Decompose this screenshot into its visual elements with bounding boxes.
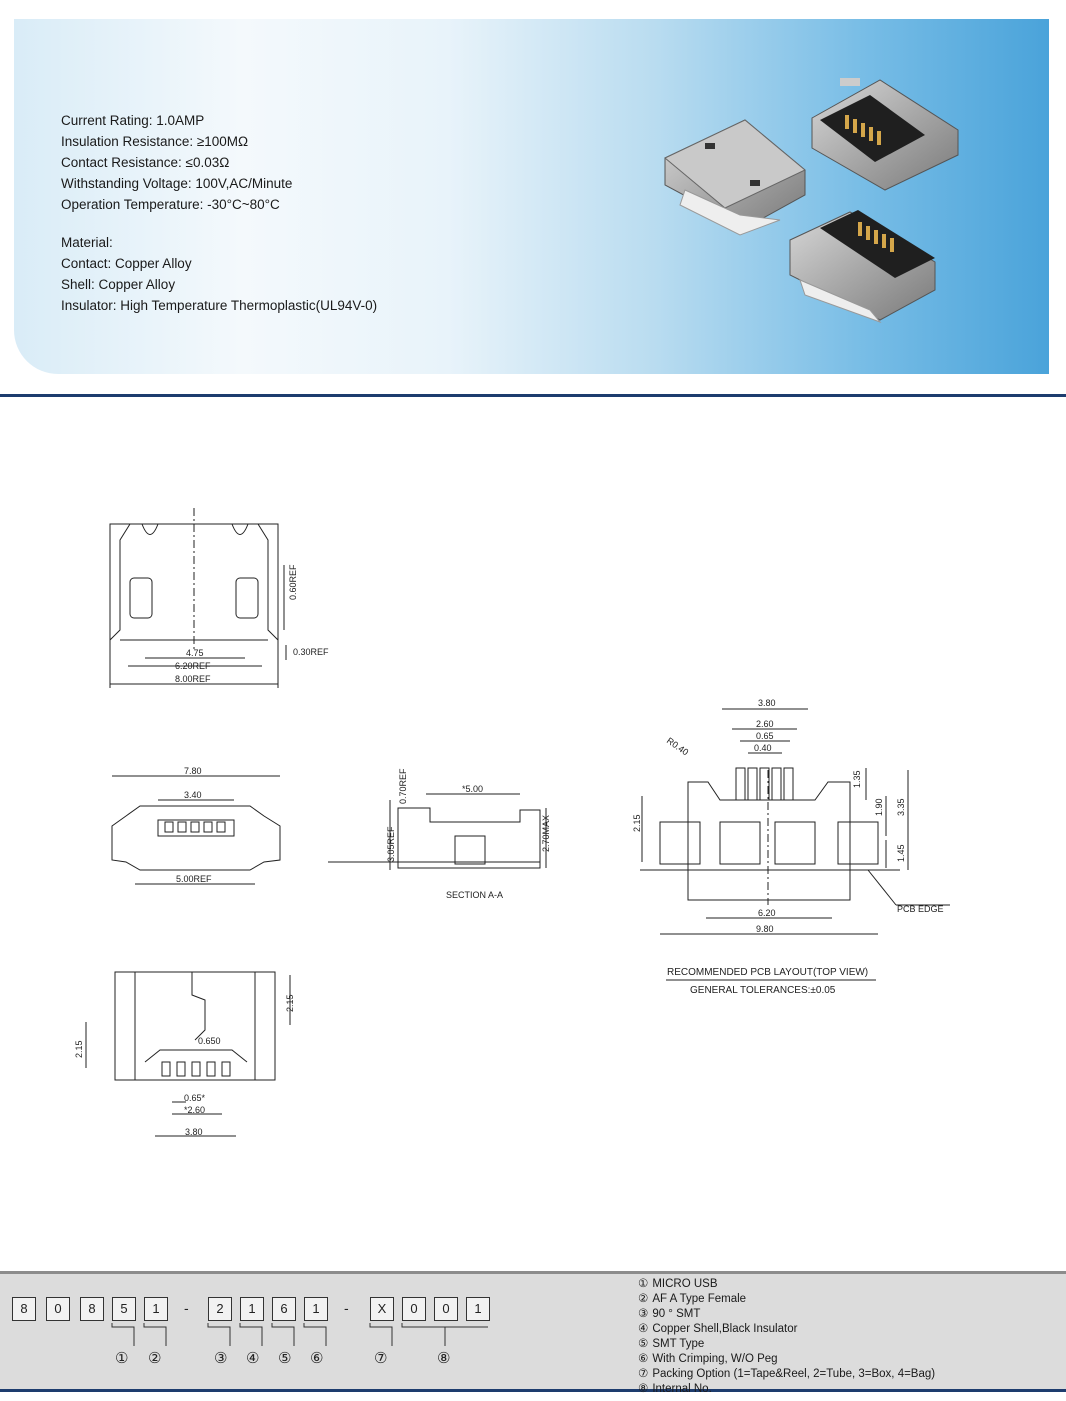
legend-item: ③ 90 ° SMT: [638, 1306, 701, 1320]
pn-char: 1: [466, 1297, 490, 1321]
dim-0-70ref: 0.70REF: [398, 768, 408, 804]
spec-voltage: Withstanding Voltage: 100V,AC/Minute: [61, 176, 293, 191]
pn-marker: ⑤: [278, 1349, 292, 1367]
pn-dash: -: [184, 1300, 189, 1316]
dim-star-2-60: *2.60: [184, 1105, 206, 1115]
legend-item: ⑤ SMT Type: [638, 1336, 705, 1350]
spec-contact-resistance: Contact Resistance: ≤0.03Ω: [61, 155, 230, 170]
dim-0-65-star: 0.65*: [184, 1093, 206, 1103]
pcb-dim-9-80: 9.80: [756, 924, 774, 934]
dim-3-40: 3.40: [184, 790, 202, 800]
dim-2-15-left: 2.15: [74, 1040, 84, 1058]
material-shell: Shell: Copper Alloy: [61, 277, 176, 292]
pcb-dim-2-60: 2.60: [756, 719, 774, 729]
pn-marker: ③: [214, 1349, 228, 1367]
pn-char: 2: [208, 1297, 232, 1321]
pn-char: 1: [240, 1297, 264, 1321]
pn-marker: ②: [148, 1349, 162, 1367]
pn-marker: ⑧: [437, 1349, 451, 1367]
dim-0-650: 0.650: [198, 1036, 221, 1046]
dim-3-80-top: 3.80: [185, 1127, 203, 1137]
pn-marker: ⑥: [310, 1349, 324, 1367]
pcb-dim-1-35: 1.35: [852, 770, 862, 788]
pn-char: 0: [402, 1297, 426, 1321]
legend-item: ④ Copper Shell,Black Insulator: [638, 1321, 798, 1335]
dim-5-00ref: 5.00REF: [176, 874, 212, 884]
tolerance-caption: GENERAL TOLERANCES:±0.05: [690, 985, 836, 996]
pcb-dim-r0-40: R0.40: [664, 735, 691, 758]
pn-char: 0: [46, 1297, 70, 1321]
dim-0-60ref: 0.60REF: [288, 564, 298, 600]
pcb-dim-6-20: 6.20: [758, 908, 776, 918]
part-legend: [638, 1276, 935, 1396]
pcb-dim-0-65: 0.65: [756, 731, 774, 741]
pn-marker: ⑦: [374, 1349, 388, 1367]
dim-6-20ref: 6.20REF: [175, 661, 211, 671]
pcb-edge-label: PCB EDGE: [897, 904, 944, 914]
pn-char: 8: [80, 1297, 104, 1321]
pn-char: 1: [144, 1297, 168, 1321]
pn-char: 6: [272, 1297, 296, 1321]
pn-char: 5: [112, 1297, 136, 1321]
dim-8-00ref: 8.00REF: [175, 674, 211, 684]
spec-temperature: Operation Temperature: -30°C~80°C: [61, 197, 280, 212]
pn-marker: ①: [115, 1349, 129, 1367]
legend-item: ① MICRO USB: [638, 1276, 718, 1290]
legend-item: ⑦ Packing Option (1=Tape&Reel, 2=Tube, 3=Box, 4=Bag): [638, 1366, 936, 1380]
dim-star-5-00: *5.00: [462, 784, 484, 794]
dim-4-75: 4.75: [186, 648, 204, 658]
pcb-dim-2-15: 2.15: [632, 814, 642, 832]
material-heading: Material:: [61, 235, 113, 250]
pn-dash: -: [344, 1300, 349, 1316]
dim-0-30ref: 0.30REF: [293, 647, 329, 657]
pn-char: 1: [304, 1297, 328, 1321]
dim-2-70max: 2.70MAX: [541, 814, 551, 852]
pn-char: 8: [12, 1297, 36, 1321]
pcb-dim-3-80: 3.80: [758, 698, 776, 708]
dim-2-15-right: 2.15: [285, 994, 295, 1012]
section-label: SECTION A-A: [446, 890, 504, 900]
pn-marker: ④: [246, 1349, 260, 1367]
material-contact: Contact: Copper Alloy: [61, 256, 192, 271]
spec-insulation: Insulation Resistance: ≥100MΩ: [61, 134, 249, 149]
pcb-dim-1-90: 1.90: [874, 798, 884, 816]
pn-char: 0: [434, 1297, 458, 1321]
dim-7-80: 7.80: [184, 766, 202, 776]
pcb-dim-3-35: 3.35: [896, 798, 906, 816]
pn-char: X: [370, 1297, 394, 1321]
pcb-caption: RECOMMENDED PCB LAYOUT(TOP VIEW): [667, 967, 869, 978]
pcb-dim-0-40: 0.40: [754, 743, 772, 753]
pcb-dim-1-45: 1.45: [896, 844, 906, 862]
legend-item: ② AF A Type Female: [638, 1291, 747, 1305]
legend-item: ⑥ With Crimping, W/O Peg: [638, 1351, 778, 1365]
spec-current: Current Rating: 1.0AMP: [61, 113, 205, 128]
dim-3-05ref: 3.05REF: [386, 826, 396, 862]
legend-item: ⑧ Internal No.: [638, 1381, 712, 1395]
material-insulator: Insulator: High Temperature Thermoplastic(UL94V-0): [61, 298, 378, 313]
